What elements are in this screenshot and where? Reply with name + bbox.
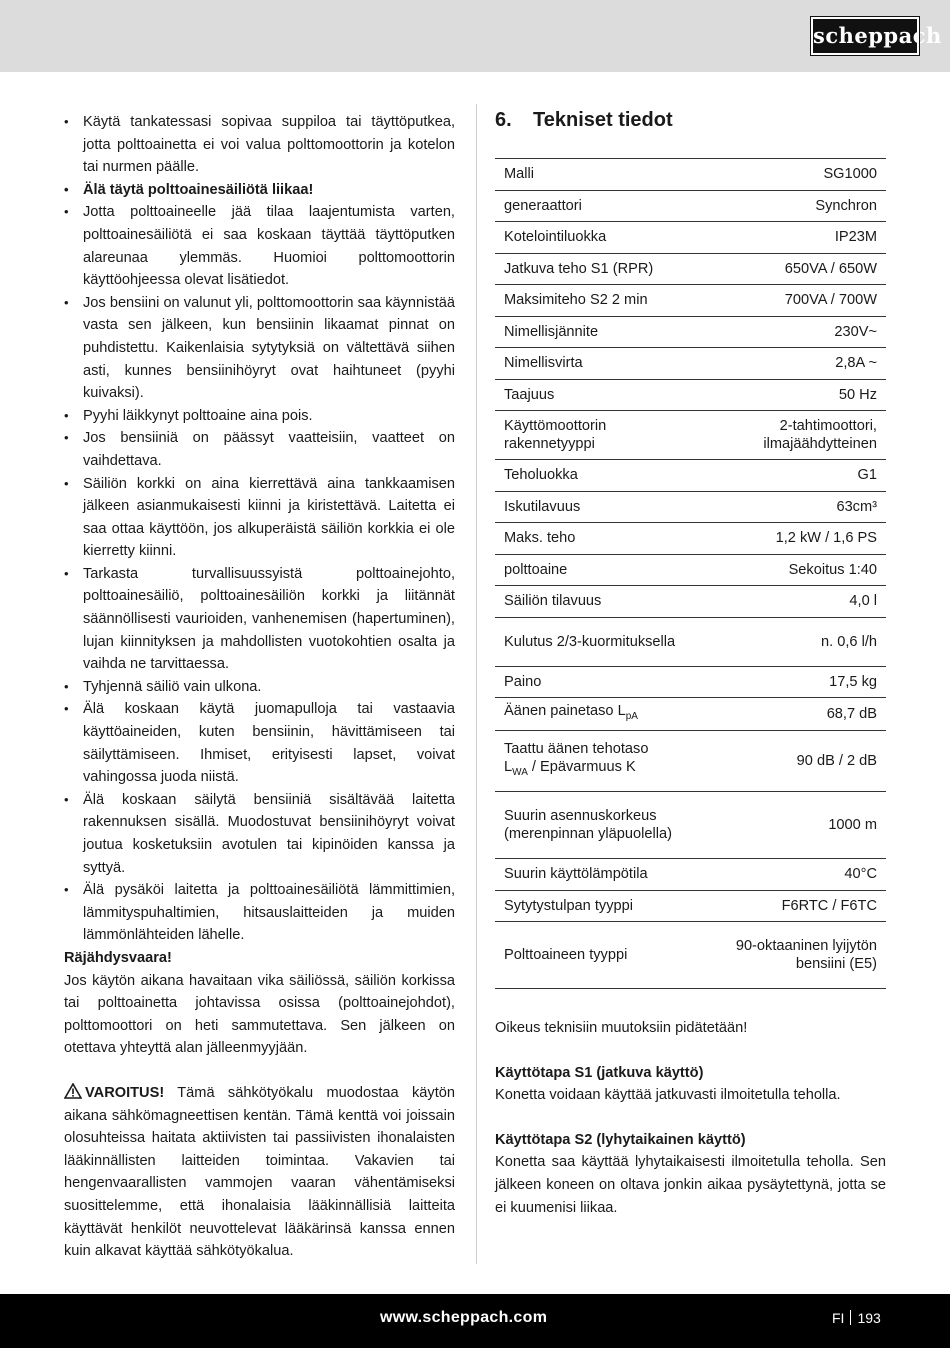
list-item: • Älä koskaan säilytä bensiiniä sisältävää laitetta rakennuksen sisällä. Muodostuvat bensiinihöyryt voivat joutua kosketuksiin avotulen tai kipinöiden kanssa ja syttyä.: [64, 789, 455, 879]
s2-text: Konetta saa käyttää lyhytaikaisesti ilmoitetulla teholla. Sen jälkeen koneen on oltava jonkin aikaa pysäytettynä, jotta se ei kuumenisi liikaa.: [495, 1154, 886, 1216]
list-item: • Jos bensiini on valunut yli, polttomoottorin saa käynnistää vasta sen jälkeen, kun bensiinin likaamat pinnat on puhdistettu. Kaikenlaisia sytytyksiä on vältettävä siihen asti, kunnes bensiinihöyryt ovat haihtuneet (pyyhi kuivaksi).: [64, 292, 455, 405]
reserve-note: Oikeus teknisiin muutoksiin pidätetään!: [495, 1020, 748, 1036]
s1-text: Konetta voidaan käyttää jatkuvasti ilmoitetulla teholla.: [495, 1087, 841, 1104]
explosion-heading: Räjähdysvaara!: [64, 949, 172, 966]
table-row: generaattori Synchron: [495, 190, 886, 222]
list-item: • Jos bensiiniä on päässyt vaatteisiin, vaatteet on vaihdettava.: [64, 427, 455, 472]
section-heading: [495, 104, 886, 146]
warning-label: VAROITUS!: [85, 1084, 165, 1101]
brand-logo: scheppach: [811, 17, 919, 55]
table-row: Jatkuva teho S1 (RPR) 650VA / 650W: [495, 253, 886, 285]
table-row: Kulutus 2/3-kuormituksella n. 0,6 l/h: [495, 617, 886, 666]
table-row: Nimellisjännite 230V~: [495, 316, 886, 348]
header-band: [0, 0, 950, 72]
table-row: Säiliön tilavuus 4,0 l: [495, 586, 886, 618]
operation-notes: [495, 1017, 886, 1219]
table-row: Suurin käyttölämpötila 40°C: [495, 859, 886, 891]
table-row: Kotelointiluokka IP23M: [495, 222, 886, 254]
table-row: Maks. teho 1,2 kW / 1,6 PS: [495, 523, 886, 555]
left-column: [64, 111, 455, 1263]
table-row: Iskutilavuus 63cm³: [495, 491, 886, 523]
right-column: [495, 104, 886, 1219]
column-divider: [476, 104, 477, 1264]
table-row: Polttoaineen tyyppi 90-oktaaninen lyijytön bensiini (E5): [495, 922, 886, 989]
table-row: Paino 17,5 kg: [495, 666, 886, 698]
list-item: • Tyhjennä säiliö vain ulkona.: [64, 676, 455, 699]
table-row: polttoaine Sekoitus 1:40: [495, 554, 886, 586]
footer-url[interactable]: www.scheppach.com: [380, 1309, 548, 1326]
explosion-text: Jos käytön aikana havaitaan vika säiliössä, säiliön korkissa tai polttoainetta johtavissa osissa (polttoainejohdot), polttomoottori on heti sammutettava. Sen jälkeen on otettava yhteyttä alan jälleenmyyjään.: [64, 972, 455, 1057]
table-row: Käyttömoottorin rakennetyyppi 2-tahtimoottori, ilmajäähdytteinen: [495, 411, 886, 460]
section-title: Tekniset tiedot: [533, 109, 673, 131]
table-row: Malli SG1000: [495, 159, 886, 191]
section-number: 6.: [495, 109, 512, 131]
table-row: Taattu äänen tehotaso $L_{WA}$ / Epävarmuus K 90 dB / 2 dB: [495, 731, 886, 792]
warning-text: Tämä sähkötyökalu muodostaa käytön aikana sähkömagneettisen kentän. Tämä kenttä voi joissain olosuhteissa haitata aktiivisten tai passiivisten ihonalaisten lääkinnällisten laitteiden toimintaa. Vakavien tai hengenvaarallisten vammojen vaaran vähentämiseksi suosittelemme, että ihonalaisia lääkinnällisiä laitteita käyttävät henkilöt neuvottelevat lääkärinsä kanssa ennen kuin alkavat käyttää sähkötyökalua.: [64, 1084, 455, 1260]
table-row: Nimellisvirta 2,8A ~: [495, 348, 886, 380]
table-row: Suurin asennuskorkeus (merenpinnan yläpuolella) 1000 m: [495, 792, 886, 859]
list-item: • Pyyhi läikkynyt polttoaine aina pois.: [64, 405, 455, 428]
emf-warning-paragraph: [64, 1082, 455, 1263]
list-item: • Jotta polttoaineelle jää tilaa laajentumista varten, polttoainesäiliötä ei saa koskaan täyttää täyttöputken alareunaa ylemmäs. Huomioi polttomoottorin käyttöohjeessa olevat lisätiedot.: [64, 201, 455, 291]
technical-data-table: [495, 158, 886, 989]
table-row: Maksimiteho S2 2 min 700VA / 700W: [495, 285, 886, 317]
page-number: FI 193: [832, 1310, 881, 1326]
table-row: Sytytystulpan tyyppi F6RTC / F6TC: [495, 890, 886, 922]
table-row: Taajuus 50 Hz: [495, 379, 886, 411]
list-item: • Älä koskaan käytä juomapulloja tai vastaavia käyttöaineiden, kuten bensiinin, hävittämiseen tai säilyttämiseen. Ihmiset, erityisesti lapset, voivat vahingossa juoda niistä.: [64, 698, 455, 788]
safety-bullet-list: [64, 111, 455, 947]
s2-heading: Käyttötapa S2 (lyhytaikainen käyttö): [495, 1131, 746, 1148]
warning-triangle-icon: [64, 1083, 82, 1099]
list-item: • Käytä tankatessasi sopivaa suppiloa tai täyttöputkea, jotta polttoainetta ei voi valua polttomoottorin ja kotelon tai nurmen päälle.: [64, 111, 455, 179]
table-row: Teholuokka G1: [495, 460, 886, 492]
s1-heading: Käyttötapa S1 (jatkuva käyttö): [495, 1064, 704, 1081]
list-item: • Säiliön korkki on aina kierrettävä aina tankkaamisen jälkeen asianmukaisesti kiinni ja kiristettävä. Laitetta ei saa ottaa käyttöön, jos alkuperäistä säiliön korkkia ei ole kierretty kiinni.: [64, 473, 455, 563]
table-row: Äänen painetaso $L_{pA}$ 68,7 dB: [495, 698, 886, 731]
list-item: • Tarkasta turvallisuussyistä polttoainejohto, polttoainesäiliö, polttoainesäiliön korkki ja liitännät säännöllisesti vaurioiden, vanhenemisen (hapertuminen), lujan kiinnityksen ja mahdollisten vuotokohtien osalta ja vaihda ne tarvittaessa.: [64, 563, 455, 676]
list-item: • Älä pysäköi laitetta ja polttoainesäiliötä lämmittimien, lämmityspuhaltimien, hitsauslaitteiden ja muiden lämmönlähteiden lähelle.: [64, 879, 455, 947]
overfill-warning: • Älä täytä polttoainesäiliötä liikaa!: [64, 179, 455, 202]
